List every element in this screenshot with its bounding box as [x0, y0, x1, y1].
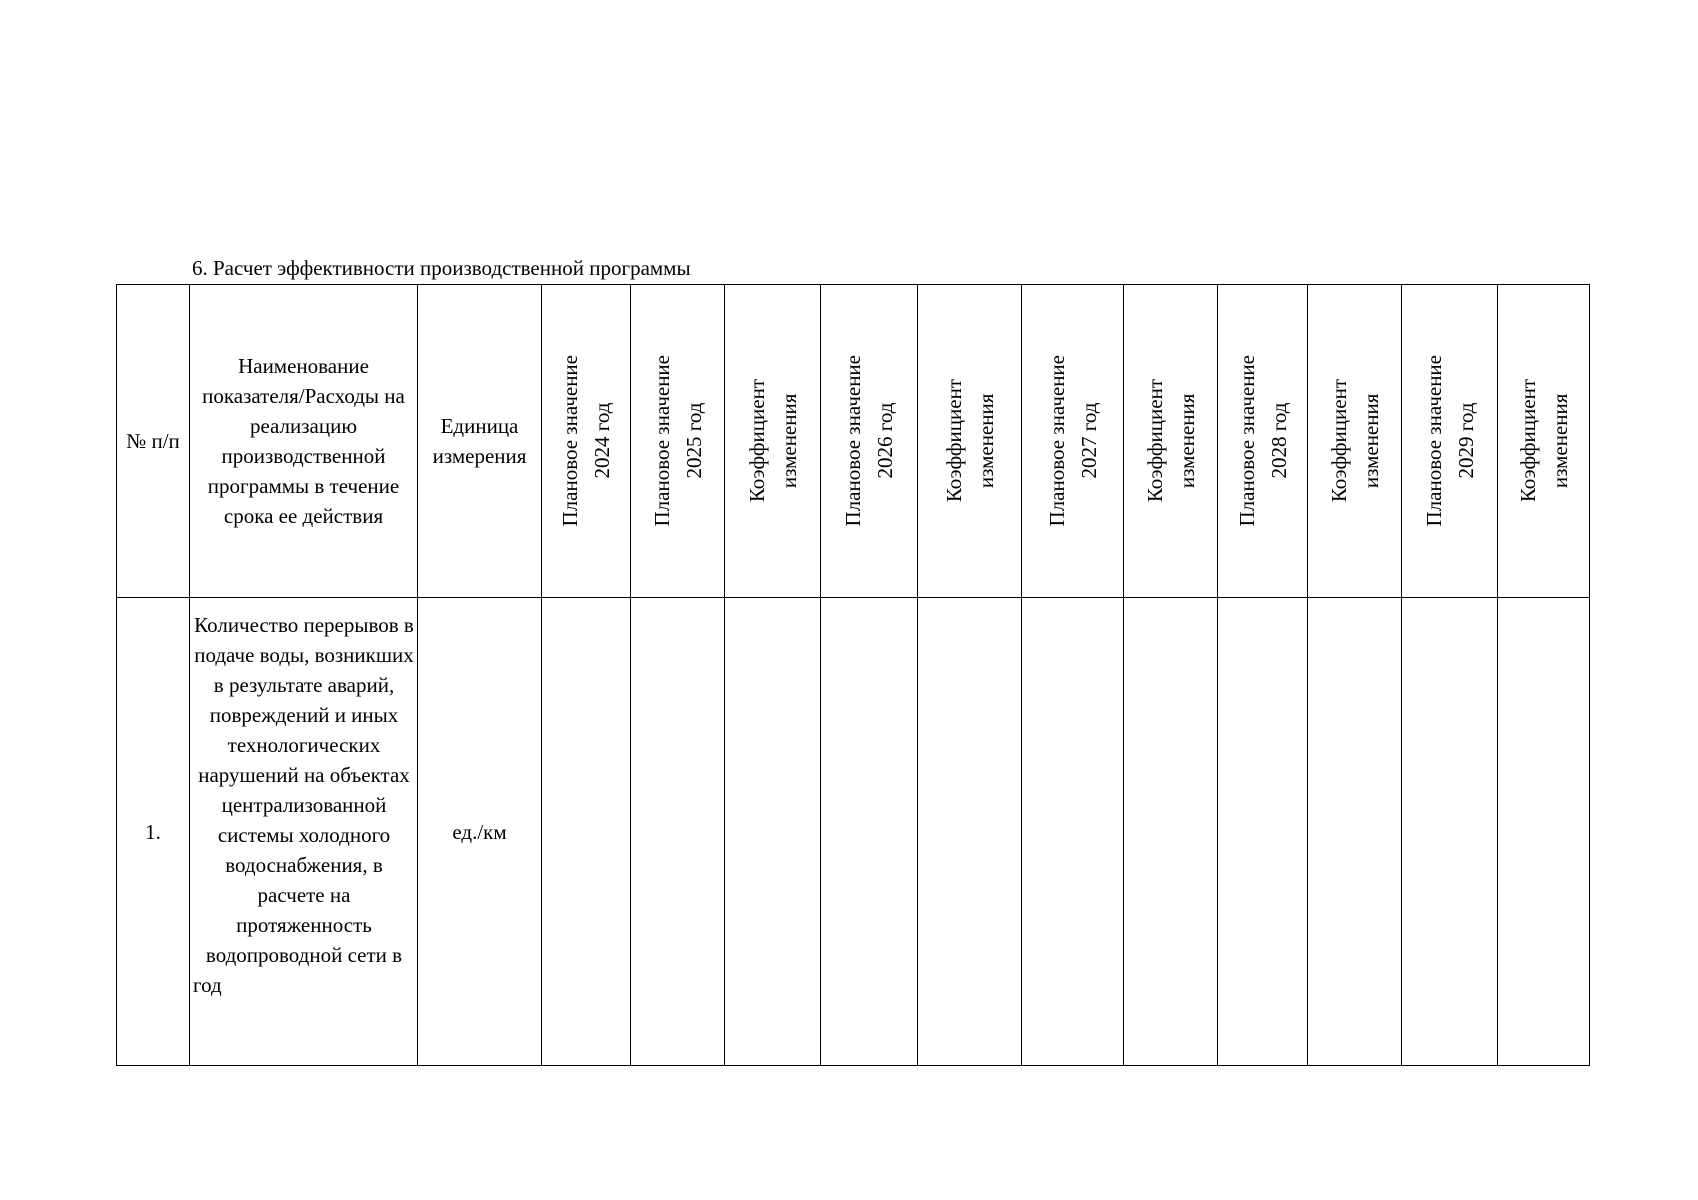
cell-plan-2025: [631, 598, 725, 1066]
header-coef-4: Коэффициент изменения: [1308, 285, 1402, 598]
header-plan-2028: Плановое значение 2028 год: [1218, 285, 1308, 598]
cell-plan-2028: [1218, 598, 1308, 1066]
header-plan-2024: Плановое значение 2024 год: [542, 285, 631, 598]
row-num: 1.: [117, 598, 190, 1066]
section-title: 6. Расчет эффективности производственной программы: [192, 256, 691, 280]
cell-plan-2029: [1402, 598, 1498, 1066]
cell-coef-3: [1124, 598, 1218, 1066]
cell-coef-1: [725, 598, 821, 1066]
header-name: Наименование показателя/Расходы на реализацию производственной программы в течение срока ее действия: [190, 285, 418, 598]
cell-coef-2: [918, 598, 1022, 1066]
header-plan-2029: Плановое значение 2029 год: [1402, 285, 1498, 598]
row-unit: ед./км: [418, 598, 542, 1066]
header-coef-3: Коэффициент изменения: [1124, 285, 1218, 598]
header-plan-2025: Плановое значение 2025 год: [631, 285, 725, 598]
cell-coef-4: [1308, 598, 1402, 1066]
header-coef-1: Коэффициент изменения: [725, 285, 821, 598]
cell-plan-2027: [1022, 598, 1124, 1066]
header-coef-2: Коэффициент изменения: [918, 285, 1022, 598]
row-name: Количество перерывов в подаче воды, возникших в результате аварий, повреждений и иных технологических нарушений на объектах централизованной системы холодного водоснабжения, в расчете на протяженность водопроводной сети в год: [190, 598, 418, 1066]
header-coef-5: Коэффициент изменения: [1498, 285, 1590, 598]
cell-plan-2024: [542, 598, 631, 1066]
header-unit: Единица измерения: [418, 285, 542, 598]
cell-coef-5: [1498, 598, 1590, 1066]
header-num: № п/п: [117, 285, 190, 598]
header-plan-2026: Плановое значение 2026 год: [821, 285, 918, 598]
header-plan-2027: Плановое значение 2027 год: [1022, 285, 1124, 598]
efficiency-table: [116, 284, 1590, 1066]
header-row: [117, 285, 1590, 598]
cell-plan-2026: [821, 598, 918, 1066]
table-row: [117, 598, 1590, 1066]
